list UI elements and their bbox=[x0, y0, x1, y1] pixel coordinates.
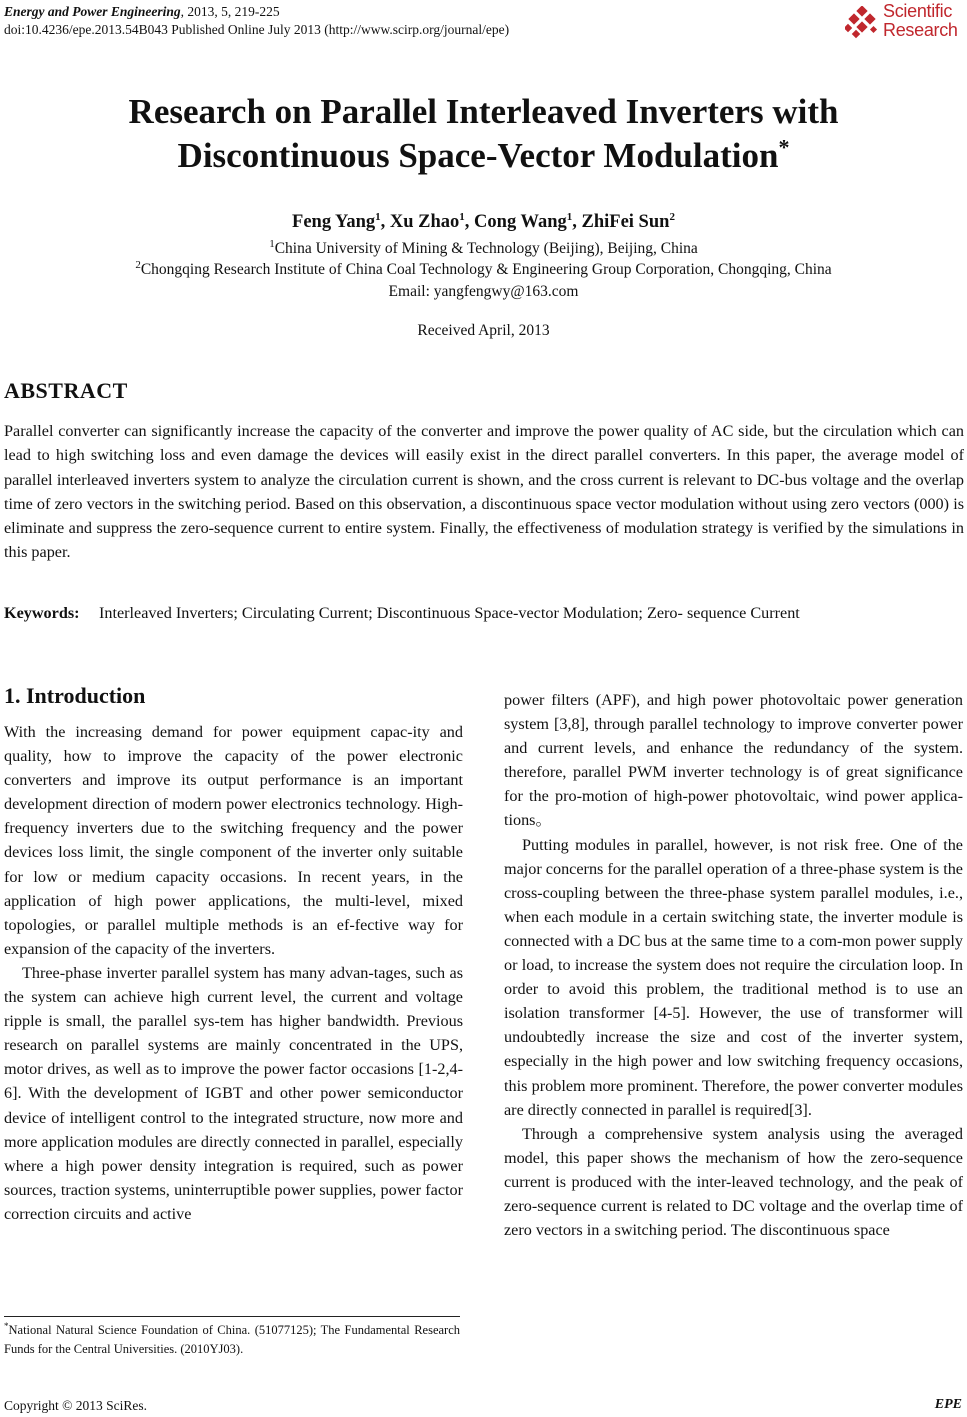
journal-citation bbox=[4, 3, 509, 21]
keywords bbox=[4, 601, 964, 625]
title-line2-text: Discontinuous Space-Vector Modulation bbox=[177, 136, 779, 175]
right-column bbox=[504, 688, 963, 1242]
logo-line1: Scientific bbox=[883, 1, 953, 21]
footnote-divider bbox=[4, 1316, 460, 1317]
paragraph: power filters (APF), and high power photovoltaic power generation system [3,8], through parallel technology to improve converter power and current levels, and enhance the redundancy of the system. therefore, parallel PWM inverter technology is of great significance for the pro-motion of high-power photovoltaic, wind power applica-tions。 bbox=[504, 691, 963, 830]
paragraph: With the increasing demand for power equipment capac-ity and quality, how to improve the capacity of the power electronic converters and improve its output performance is an important development direction of modern power electronics technology. High-frequency inverters due to the switching frequency and the power devices loss limit, the single component of the inverter only suitable for low or medium capacity occasions. In recent years, in the application of high power applications, the multi-level, mixed topologies, or parallel multiple methods is an ef-fective way for expansion of the capacity of the inverters. bbox=[4, 723, 463, 958]
author-email: Email: yangfengwy@163.com bbox=[388, 283, 579, 300]
journal-issue: , 2013, 5, 219-225 bbox=[180, 4, 280, 19]
author: Cong Wang$^1$, bbox=[474, 210, 582, 232]
abstract-heading: ABSTRACT bbox=[4, 378, 128, 403]
doi-line: doi:10.4236/epe.2013.54B043 Published Online July 2013 (http://www.scirp.org/journal/epe) bbox=[4, 22, 510, 37]
title-line2 bbox=[0, 134, 967, 178]
footnote: *National Natural Science Foundation of China. (51077125); The Fundamental Research Funds for the Central Universities. (2010YJ03). bbox=[4, 1320, 460, 1356]
received-date: Received April, 2013 bbox=[417, 322, 550, 339]
paragraph: Putting modules in parallel, however, is not risk free. One of the major concerns for the parallel operation of a three-phase system is the cross-coupling between the three-phase system parallel modules, i.e., when each module in a certain switching state, the inverter module is connected with a DC bus at the same time to a com-mon power supply or load, to increase the system does not require the circulation loop. In order to avoid this problem, the traditional method is to use an isolation transformer [4-5]. However, the use of transformer will undoubtedly increase the size and cost of the inverter system, especially in the high power and low switching frequency occasions, this problem more prominent. Therefore, the power converter modules are directly connected in parallel is required[3]. bbox=[504, 835, 963, 1119]
abstract-text: Parallel converter can significantly increase the capacity of the converter and improve the power quality of AC side, but the circulation which can lead to high switching loss and even damage the devices will easily exist in the direct parallel converters. In this paper, the average model of parallel interleaved inverters system to analyze the circulation current is shown, and the cross current is relevant to DC-bus voltage and the overlap time of zero vectors in the switching period. Based on this observation, a discontinuous space vector modulation without using zero vectors (000) is eliminate and suppress the zero-sequence current to entire system. Finally, the effectiveness of modulation strategy is verified by the simulations in this paper. bbox=[4, 422, 964, 562]
affiliation-2: $^2$Chongqing Research Institute of China Coal Technology & Engineering Group Corporation, Chongqing, China bbox=[135, 258, 832, 278]
left-column bbox=[4, 720, 463, 1226]
journal-name: Energy and Power Engineering bbox=[4, 4, 181, 19]
title-line1: Research on Parallel Interleaved Inverters with bbox=[128, 92, 839, 131]
author: ZhiFei Sun$^2$ bbox=[581, 210, 675, 232]
author: Xu Zhao$^1$, bbox=[389, 210, 475, 232]
paragraph: Through a comprehensive system analysis using the averaged model, this paper shows the mechanism of how the zero-sequence current is produced with the inter-leaved technology, and the peak of zero-sequence current is related to DC voltage and the overlap time of zero vectors in a switching period. The discontinuous space bbox=[504, 1124, 963, 1240]
journal-header bbox=[4, 3, 509, 39]
author: Feng Yang$^1$, bbox=[292, 210, 390, 232]
copyright: Copyright © 2013 SciRes. bbox=[4, 1398, 148, 1413]
author-list bbox=[0, 212, 967, 233]
logo-line2: Research bbox=[883, 20, 958, 40]
title-footnote-mark: * bbox=[778, 134, 790, 160]
affiliation-1: $^1$China University of Mining & Technology (Beijing), Beijing, China bbox=[269, 237, 698, 257]
paper-title bbox=[0, 90, 967, 178]
paragraph: Three-phase inverter parallel system has many advan-tages, such as the system can achieve high current level, the current and voltage ripple is small, the parallel sys-tem has higher bandwidth. Previous research on parallel systems are mainly concentrated in the UPS, motor drives, as well as to improve the power factor occasions [1-2,4-6]. With the development of IGBT and other power semiconductor device of intelligent control to the integrated structure, now more and more application modules are directly connected in parallel, especially where a high power density integration is required, such as power sources, traction systems, uninterruptible power supplies, power factor correction circuits and active bbox=[4, 963, 463, 1223]
keywords-text: Interleaved Inverters; Circulating Current; Discontinuous Space-vector Modulation; Zero- sequence Current bbox=[99, 604, 800, 622]
publisher-logo-text bbox=[883, 2, 958, 40]
journal-abbrev: EPE bbox=[934, 1397, 962, 1412]
publisher-logo-mark-icon bbox=[845, 6, 879, 40]
keywords-label: Keywords: bbox=[4, 604, 80, 622]
section-heading: 1. Introduction bbox=[4, 683, 146, 708]
publisher-logo bbox=[845, 2, 963, 42]
